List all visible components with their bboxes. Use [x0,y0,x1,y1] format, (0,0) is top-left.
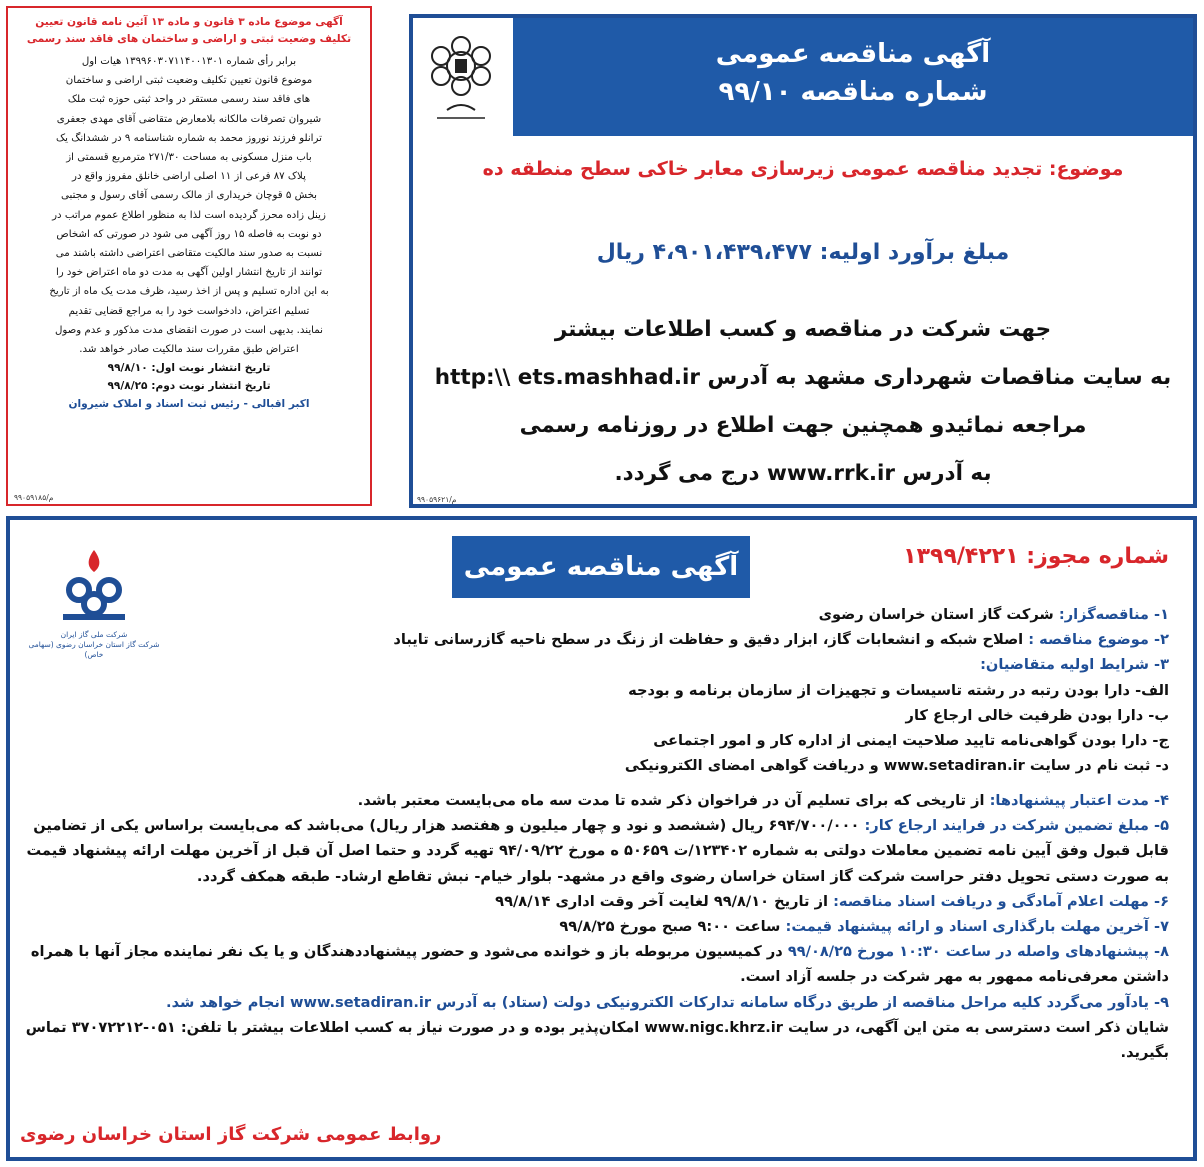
mashhad-subject: موضوع: تجدید مناقصه عمومی زیرسازی معابر خاکی سطح منطقه ده [482,158,1124,180]
gas-item: ۶- مهلت اعلام آمادگی و دریافت اسناد مناقصه: از تاریخ ۹۹/۸/۱۰ لغایت آخر وقت اداری ۹۹/۸/۱۴ [495,892,1169,910]
gas-permit-number: شماره مجوز: ۱۳۹۹/۴۲۲۱ [903,544,1169,569]
mashhad-info [413,306,1193,498]
mashhad-header [513,18,1193,136]
notice-body-line: موضوع قانون تعیین تکلیف وضعیت ثبتی اراضی و ساختمان [65,75,313,87]
registration-notice [6,6,372,506]
notice-body-line: ترانلو فرزند نوروز محمد به شماره شناسنامه ۹ در ششدانگ یک [56,132,322,144]
notice-signer: اکبر اقبالی - رئیس ثبت اسناد و املاک شیروان [68,398,310,411]
gas-item: الف- دارا بودن رتبه در رشته تاسیسات و تجهیزات از سازمان برنامه و بودجه [628,681,1169,699]
mashhad-estimate: مبلغ برآورد اولیه: ۴،۹۰۱،۴۳۹،۴۷۷ ریال [596,240,1010,265]
notice-body-line: پلاک ۸۷ فرعی از ۱۱ اصلی اراضی خانلق مفروز واقع در [72,171,306,183]
notice-body [16,52,362,359]
notice-body-line: زینل زاده محرز گردیده است لذا به منظور اطلاع عموم مراتب در [52,209,326,221]
notice-body-line: اعتراض طبق مقررات سند مالکیت صادر خواهد شد. [79,344,299,356]
notice-body-line: دو نوبت به فاصله ۱۵ روز آگهی می شود در صورتی که اشخاص [56,228,322,240]
mashhad-code: ۹۹۰۵۹۶۲۱/م [417,495,457,504]
notice-title-line: آگهی موضوع ماده ۳ قانون و ماده ۱۳ آئین نامه قانون تعیین [35,16,343,28]
notice-body-line: های فاقد سند رسمی مستقر در واحد ثبتی حوزه ثبت ملک [67,94,311,106]
mashhad-municipality-emblem-icon [417,26,505,130]
mashhad-info-line: به سایت مناقصات شهرداری مشهد به آدرس http:\\ ets.mashhad.ir [434,365,1172,390]
notice-body-line: نمایند. بدیهی است در صورت انقضای مدت مذکور و عدم وصول [54,324,323,336]
notice-date-second: تاریخ انتشار نوبت دوم: ۹۹/۸/۲۵ [107,380,271,393]
mashhad-info-line: جهت شرکت در مناقصه و کسب اطلاعات بیشتر [554,317,1052,342]
notice-body-line: شیروان تصرفات مالکانه بلامعارض متقاضی آقای مهدی جعفری [56,113,322,125]
notice-code: ۹۹۰۵۹۱۸۵/م [14,493,54,502]
gas-tender-ad [6,516,1197,1161]
gas-item: ۱- مناقصه‌گزار: شرکت گاز استان خراسان رضوی [818,606,1169,623]
gas-item: ۲- موضوع مناقصه : اصلاح شبکه و انشعابات گاز، ابزار دقیق و حفاظت از زنگ در سطح ناحیه گازرسانی تایباد [393,631,1169,649]
notice-body-line: به این اداره تسلیم و پس از اخذ رسید، ظرف مدت یک ماه از تاریخ [49,286,329,298]
gas-item: ۵- مبلغ تضمین شرکت در فرایند ارجاع کار: ۶۹۴/۷۰۰/۰۰۰ ریال (ششصد و نود و چهار میلیون و هفتصد هزار ریال) می‌باشد که می‌بایست براساس یکی از تضامین قابل قبول وفق آیین نامه تضمین معاملات دولتی به شماره ۱۲۳۴۰۲/ت ۵۰۶۵۹ ه مورخ ۹۴/۰۹/۲۲ تهیه گردد و حتما اصل آن قبل از آخرین مهلت ارائه پیشنهاد قیمت به صورت دستی تحویل دفتر حراست شرکت گاز استان خراسان رضوی واقع در مشهد- بلوار خیام- نبش تقاطع ارشاد- طبقه همکف گردد. [26,817,1169,885]
notice-body-line: تسلیم اعتراض، دادخواست خود را به مراجع قضایی تقدیم [68,305,310,317]
mashhad-title: آگهی مناقصه عمومی [715,39,991,69]
notice-body-line: باب منزل مسکونی به مساحت ۲۷۱/۳۰ مترمربع قسمتی از [66,152,312,164]
gas-logo-text: شرکت ملی گاز ایران [60,630,128,639]
notice-body-line: بخش ۵ قوچان خریداری از مالک رسمی آقای رسول و مجتبی [61,190,317,202]
notice-body-line: نسبت به صدور سند مالکیت متقاضی اعتراضی داشته باشند می [55,248,323,260]
gas-item: شایان ذکر است دسترسی به متن این آگهی، در سایت www.nigc.khrz.ir امکان‌پذیر بوده و در صورت نیاز به کسب اطلاعات بیشتر با تلفن: ۰۵۱-۳۷۰۷۲۲۱۲ تماس بگیرید. [25,1018,1169,1062]
notice-date-first: تاریخ انتشار نوبت اول: ۹۹/۸/۱۰ [107,362,271,375]
mashhad-tender-ad [409,14,1197,508]
gas-item: ج- دارا بودن گواهی‌نامه تایید صلاحیت ایمنی از اداره کار و امور اجتماعی [653,732,1169,750]
gas-item: ۹- یادآور می‌گردد کلیه مراحل مناقصه از طریق درگاه سامانه تدارکات الکترونیکی دولت (ستاد) به آدرس www.setadiran.ir انجام خواهد شد. [166,993,1169,1011]
mashhad-tender-number: شماره مناقصه ۹۹/۱۰ [718,77,988,107]
gas-item: د- ثبت نام در سایت www.setadiran.ir و دریافت گواهی امضای الکترونیکی [624,757,1169,775]
gas-signature: روابط عمومی شرکت گاز استان خراسان رضوی [20,1124,442,1145]
gas-banner-title: آگهی مناقصه عمومی [452,536,750,598]
notice-body-line: برابر رأی شماره ۱۳۹۹۶۰۳۰۷۱۱۴۰۰۱۳۰۱ هیات اول [81,56,297,67]
gas-bottom-items [24,788,1169,1065]
notice-title-line: تکلیف وضعیت ثبتی و اراضی و ساختمان های فاقد سند رسمی [26,33,352,45]
gas-item: ۴- مدت اعتبار پیشنهادها: از تاریخی که برای تسلیم آن در فراخوان ذکر شده تا مدت سه ماه می‌بایست معتبر باشد. [357,792,1169,809]
gas-item: ب- دارا بودن ظرفیت خالی ارجاع کار [905,706,1169,724]
mashhad-info-line: به آدرس www.rrk.ir درج می گردد. [614,461,992,486]
gas-item: ۷- آخرین مهلت بارگذاری اسناد و ارائه پیشنهاد قیمت: ساعت ۹:۰۰ صبح مورخ ۹۹/۸/۲۵ [559,918,1169,936]
gas-logo-subtext: شرکت گاز استان خراسان رضوی (سهامی خاص) [28,640,160,659]
national-gas-company-flame-icon [24,546,164,676]
gas-items-list [176,602,1169,778]
mashhad-info-line: مراجعه نمائیدو همچنین جهت اطلاع در روزنامه رسمی [519,413,1087,438]
gas-item: ۸- پیشنهادهای واصله در ساعت ۱۰:۳۰ مورخ ۹۹/۰۸/۲۵ در کمیسیون مربوطه باز و خوانده می‌شود و حضور پیشنهاددهندگان و یا یک نفر نماینده مجاز آنها با همراه داشتن معرفی‌نامه ممهور به مهر شرکت در جلسه آزاد است. [30,943,1169,986]
notice-body-line: توانند از تاریخ انتشار اولین آگهی به مدت دو ماه اعتراض خود را [55,267,323,279]
gas-item: ۳- شرایط اولیه متقاضیان: [980,656,1169,674]
notice-title [16,14,362,48]
